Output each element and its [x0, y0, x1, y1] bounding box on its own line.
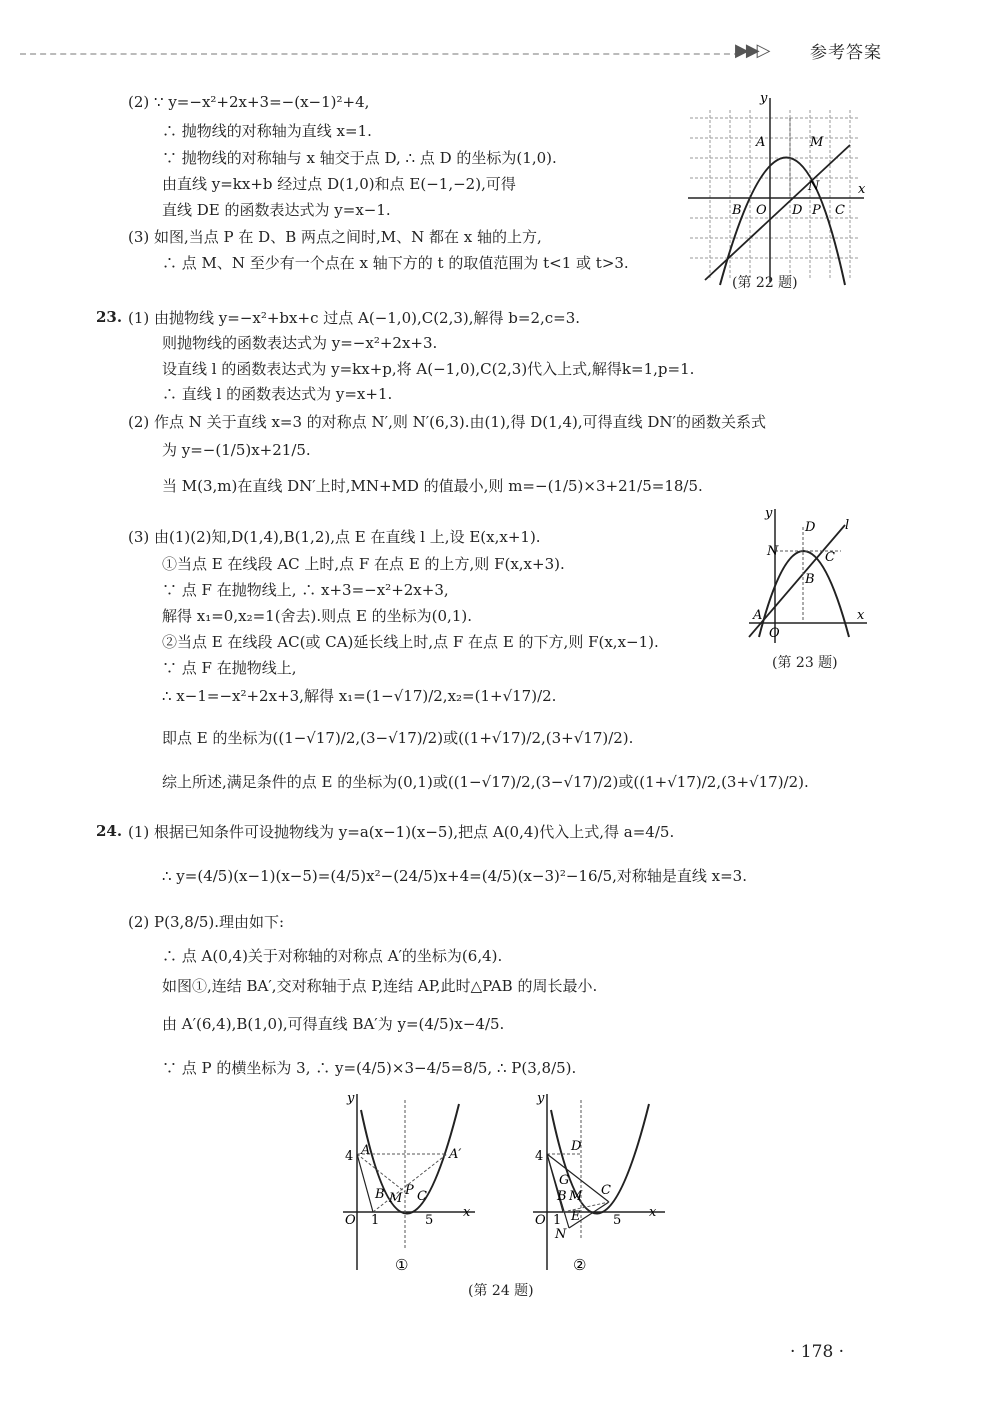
fig-label: O [345, 1213, 356, 1228]
q23-line: (3) 由(1)(2)知,D(1,4),B(1,2),点 E 在直线 l 上,设 E(x,x+1). [128, 528, 541, 546]
q23-line: 为 y=−(1/5)x+21/5. [162, 441, 311, 459]
fig-label: y [765, 506, 773, 521]
q24-figure-2 [525, 1090, 670, 1275]
fig-label: y [760, 91, 768, 106]
q23-line: ∴ 直线 l 的函数表达式为 y=x+1. [162, 385, 393, 403]
fig-label: x [858, 182, 866, 197]
fig-label: B [732, 203, 742, 218]
header-title: 参考答案 [810, 43, 882, 63]
fig-label: A [361, 1143, 371, 1158]
q23-line: 则抛物线的函数表达式为 y=−x²+2x+3. [162, 334, 438, 352]
q24-line: ∴ y=(4/5)(x−1)(x−5)=(4/5)x²−(24/5)x+4=(4/5)(x−3)²−16/5,对称轴是直线 x=3. [162, 867, 747, 885]
q23-line: ∴ x−1=−x²+2x+3,解得 x₁=(1−√17)/2,x₂=(1+√17)/2. [162, 687, 557, 705]
fig-label: 1 [553, 1213, 562, 1228]
fig-label: A [753, 608, 763, 623]
fig-label: P [812, 203, 821, 218]
q23-figure [745, 505, 870, 645]
fig-label: D [805, 520, 816, 535]
fig-label: 5 [425, 1213, 434, 1228]
q23-line: 当 M(3,m)在直线 DN′上时,MN+MD 的值最小,则 m=−(1/5)×3+21/5=18/5. [162, 477, 703, 495]
fig-label: G [559, 1173, 570, 1188]
fig-label: l [845, 518, 850, 533]
fig-label: C [825, 550, 835, 565]
fig-label: 5 [613, 1213, 622, 1228]
fig-label: 4 [535, 1149, 544, 1164]
q23-line: ∵ 点 F 在抛物线上, ∴ x+3=−x²+2x+3, [162, 581, 449, 599]
header-rule [20, 53, 740, 55]
fig-label: E [571, 1209, 581, 1224]
fig-label: O [769, 626, 780, 641]
q23-line: ②当点 E 在线段 AC(或 CA)延长线上时,点 F 在点 E 的下方,则 F(x,x−1). [162, 633, 659, 651]
q23-line: 综上所述,满足条件的点 E 的坐标为(0,1)或((1−√17)/2,(3−√17)/2)或((1+√17)/2,(3+√17)/2). [162, 773, 809, 791]
fig-label: N [555, 1227, 567, 1242]
fig-label: ① [395, 1256, 409, 1274]
fig-label: D [571, 1139, 582, 1154]
fig-label: 4 [345, 1149, 354, 1164]
fig-label: x [649, 1205, 657, 1220]
q22-line: (3) 如图,当点 P 在 D、B 两点之间时,M、N 都在 x 轴的上方, [128, 228, 542, 246]
q23-caption: (第 23 题) [772, 655, 838, 671]
header-arrows: ▶▶▷ [735, 40, 768, 61]
fig-label: N [808, 179, 820, 194]
q24-line: 由 A′(6,4),B(1,0),可得直线 BA′为 y=(4/5)x−4/5. [162, 1015, 505, 1033]
q23-line: (2) 作点 N 关于直线 x=3 的对称点 N′,则 N′(6,3).由(1),得 D(1,4),可得直线 DN′的函数关系式 [128, 413, 766, 431]
fig-label: B [805, 572, 815, 587]
fig-label: M [569, 1189, 583, 1204]
q24-caption: (第 24 题) [468, 1283, 534, 1299]
q22-line: 由直线 y=kx+b 经过点 D(1,0)和点 E(−1,−2),可得 [162, 175, 516, 193]
fig-label: x [857, 608, 865, 623]
fig-label: x [463, 1205, 471, 1220]
fig-label: M [810, 135, 824, 150]
q22-caption: (第 22 题) [732, 275, 798, 291]
fig-label: N [767, 544, 779, 559]
q22-line: 直线 DE 的函数表达式为 y=x−1. [162, 201, 391, 219]
fig-label: A′ [449, 1147, 462, 1162]
q23-line: 即点 E 的坐标为((1−√17)/2,(3−√17)/2)或((1+√17)/2,(3+√17)/2). [162, 729, 634, 747]
fig-label: O [756, 203, 767, 218]
q22-line: ∴ 点 M、N 至少有一个点在 x 轴下方的 t 的取值范围为 t<1 或 t>3. [162, 254, 629, 272]
fig-label: D [792, 203, 803, 218]
fig-label: C [417, 1189, 427, 1204]
fig-label: P [405, 1183, 414, 1198]
q24-figure-1 [335, 1090, 480, 1275]
q24-line: ∴ 点 A(0,4)关于对称轴的对称点 A′的坐标为(6,4). [162, 947, 503, 965]
fig-label: y [347, 1091, 355, 1106]
q23-number: 23. [96, 308, 123, 326]
q24-line: (2) P(3,8/5).理由如下: [128, 913, 285, 931]
q23-line: (1) 由抛物线 y=−x²+bx+c 过点 A(−1,0),C(2,3),解得 b=2,c=3. [128, 309, 581, 327]
q24-line: 如图①,连结 BA′,交对称轴于点 P,连结 AP,此时△PAB 的周长最小. [162, 977, 598, 995]
q23-line: ∵ 点 F 在抛物线上, [162, 659, 297, 677]
fig-label: A [756, 135, 766, 150]
q23-line: 解得 x₁=0,x₂=1(舍去).则点 E 的坐标为(0,1). [162, 607, 472, 625]
fig-label: O [535, 1213, 546, 1228]
fig-label: ② [573, 1256, 587, 1274]
q24-number: 24. [96, 822, 123, 840]
q23-line: 设直线 l 的函数表达式为 y=kx+p,将 A(−1,0),C(2,3)代入上式,解得k=1,p=1. [162, 360, 695, 378]
page-number: · 178 · [790, 1342, 845, 1362]
fig-label: y [537, 1091, 545, 1106]
q24-line: ∵ 点 P 的横坐标为 3, ∴ y=(4/5)×3−4/5=8/5, ∴ P(3,8/5). [162, 1059, 577, 1077]
q24-line: (1) 根据已知条件可设抛物线为 y=a(x−1)(x−5),把点 A(0,4)代入上式,得 a=4/5. [128, 823, 675, 841]
fig-label: 1 [371, 1213, 380, 1228]
fig-label: B [557, 1189, 567, 1204]
fig-label: M [389, 1191, 403, 1206]
fig-label: C [601, 1183, 611, 1198]
fig-label: C [835, 203, 845, 218]
q22-line: ∴ 抛物线的对称轴为直线 x=1. [162, 122, 372, 140]
q23-line: ①当点 E 在线段 AC 上时,点 F 在点 E 的上方,则 F(x,x+3). [162, 555, 565, 573]
fig-label: B [375, 1187, 385, 1202]
q22-line: ∵ 抛物线的对称轴与 x 轴交于点 D, ∴ 点 D 的坐标为(1,0). [162, 149, 557, 167]
q22-figure [680, 90, 870, 290]
q22-line: (2) ∵ y=−x²+2x+3=−(x−1)²+4, [128, 93, 370, 111]
